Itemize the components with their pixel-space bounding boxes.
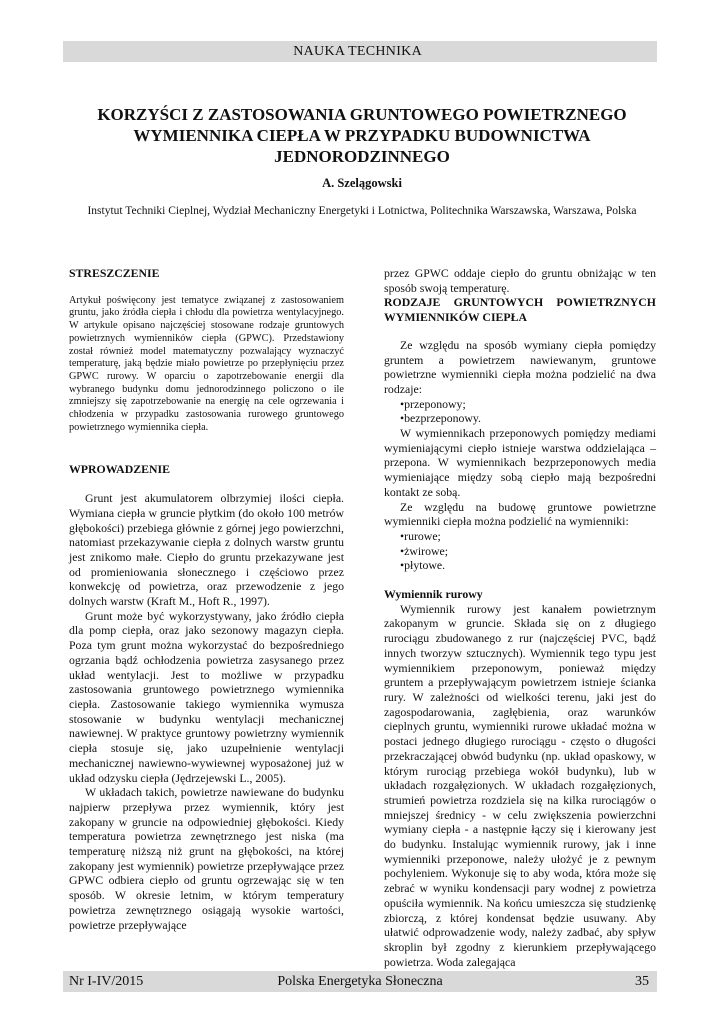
paragraph: Ze względu na sposób wymiany ciepła pomiędzy gruntem a powietrzem nawiewanym, gruntowe powietrzne wymienniki ciepła można podzielić na dwa rodzaje:: [384, 337, 656, 396]
list-item: • przeponowy;: [400, 397, 656, 412]
running-footer: [63, 971, 657, 992]
list-item: • płytowe.: [400, 558, 656, 573]
paragraph: W układach takich, powietrze nawiewane do budynku najpierw przepływa przez wymiennik, który jest zakopany w gruncie na odpowiedniej głębokości. Kiedy temperatura powietrza zewnętrznego jest niska (ma temperaturę niższą niż grunt na głębokości, na której zakopany jest wymiennik) powietrze przepływające przez GPWC odbiera ciepło od gruntu ogrzewając się w ten sposób. W okresie letnim, w którym temperatury powietrza zewnętrznego osiągają wysokie wartości, powietrze przepływające: [69, 785, 344, 932]
abstract-heading: STRESZCZENIE: [69, 266, 160, 280]
journal-section: NAUKA TECHNIKA: [293, 44, 422, 59]
paragraph: Grunt może być wykorzystywany, jako źródło ciepła dla pomp ciepła, oraz jako sezonowy magazyn ciepła. Poza tym grunt można wykorzystać do bezpośredniego ogrzania bądź ochłodzenia powietrza zasysanego przez układ wentylacji. Jest to możliwe w przypadku zastosowania gruntowego powietrznego wymiennika ciepła. Zastosowanie takiego wymiennika wymusza stosowanie w budynku wentylacji mechanicznej nawiewnej. W praktyce gruntowy powietrzny wymiennik ciepła stosuje się, jako uzupełnienie wentylacji mechanicznej nawiewno-wywiewnej wyposażonej już w układ odzysku ciepła (Jędrzejewski L., 2005).: [69, 608, 344, 785]
types-heading: RODZAJE GRUNTOWYCH POWIETRZNYCH WYMIENNIKÓW CIEPŁA: [384, 295, 656, 325]
article-title: [63, 104, 661, 167]
paragraph: W wymiennikach przeponowych pomiędzy mediami wymieniającymi ciepło istnieje warstwa oddzielająca – przepona. W wymiennikach bezprzeponowych media wymieniające między sobą ciepło mają bezpośredni kontakt ze sobą.: [384, 426, 656, 499]
list-item: • bezprzeponowy.: [400, 411, 656, 426]
exchange-types-list: [384, 397, 656, 426]
paragraph: Wymiennik rurowy jest kanałem powietrznym zakopanym w gruncie. Składa się on z długiego rurociągu zbudowanego z rur (najczęściej PVC, bądź innych tworzyw sztucznych). Wymiennik tego typu jest wymiennikiem przeponowym, ponieważ między gruntem a przepływającym powietrzem istnieje ścianka rury. W zależności od wielkości terenu, jaki jest do zagospodarowania, zagłębienia, oraz warunków cieplnych gruntu, wymienniki rurowe układać można w postaci jednego długiego rurociągu - często o długości przekraczającej obwód budynku (np. układ opaskowy, w którym rurociąg przebiega wokół budynku), lub w układach rozgałęzionych. W układach rozgałęzionych, strumień powietrza rozdziela się na kilka rurociągów o mniejszej średnicy - w celu zwiększenia powierzchni wymiany ciepła - a następnie łączy się i kierowany jest do budynku. Instalując wymiennik rurowy, jak i inne wymienniki przeponowe, należy ułożyć je z pewnym pochyleniem. Wykonuje się to aby woda, która może się zebrać w wyniku kondensacji pary wodnej z powietrza opuściła wymiennik. Na końcu umieszcza się studzienkę zbiorczą, z której kondensat będzie usuwany. Aby ułatwić odprowadzenie wody, należy zadbać, aby spływ skroplin był zgodny z kierunkiem przepływającego powietrza. Woda zalegająca: [384, 601, 656, 969]
affiliation: Instytut Techniki Cieplnej, Wydział Mechaniczny Energetyki i Lotnictwa, Politechnika Warszawska, Warszawa, Polska: [87, 205, 637, 217]
tube-heading: Wymiennik rurowy: [384, 587, 483, 602]
right-column: [384, 266, 656, 969]
construction-types-list: [384, 529, 656, 573]
author: A. Szelągowski: [322, 176, 402, 190]
running-header: [63, 41, 657, 62]
title-line: KORZYŚCI Z ZASTOSOWANIA GRUNTOWEGO POWIETRZNEGO: [97, 105, 627, 124]
title-line: WYMIENNIKA CIEPŁA W PRZYPADKU BUDOWNICTWA: [133, 126, 591, 145]
paragraph: Grunt jest akumulatorem olbrzymiej ilości ciepła. Wymiana ciepła w gruncie płytkim (do około 100 metrów głębokości) przebiega głównie z górnej jego powierzchni, natomiast przekazywanie ciepła z dolnych warstw gruntu jest znikomo małe. Ciepło do gruntu przekazywane jest od promieniowania słonecznego i częściowo przez konwekcję od powietrza, oraz przewodzenie z jego dolnych warstw (Kraft M., Hoft R., 1997).: [69, 491, 344, 609]
left-column: [69, 266, 344, 932]
list-item: • rurowe;: [400, 529, 656, 544]
intro-heading: WPROWADZENIE: [69, 462, 170, 477]
abstract-text: Artykuł poświęcony jest tematyce związanej z zastosowaniem gruntu, jako źródła ciepła i chłodu dla powietrza wentylacyjnego. W artykule opisano najczęściej stosowane rodzaje gruntowych powietrznych wymienników ciepła (GPWC). Przedstawiony został również model matematyczny pozwalający wyznaczyć temperaturę, jaką będzie miało powietrze po przepłynięciu przez GPWC rurowy. W oparciu o zapotrzebowanie energii dla wybranego budynku domu jednorodzinnego policzono o ile zmniejszy się zapotrzebowanie na energię na cele ogrzewania i chłodzenia w przypadku zastosowania rurowego gruntowego powietrznego wymiennika ciepła.: [69, 294, 344, 433]
list-item: • żwirowe;: [400, 544, 656, 559]
paragraph: Ze względu na budowę gruntowe powietrzne wymienniki ciepła można podzielić na wymienniki:: [384, 499, 656, 529]
page-number: 35: [635, 974, 649, 989]
title-line: JEDNORODZINNEGO: [274, 147, 450, 166]
paragraph: przez GPWC oddaje ciepło do gruntu obniżając w ten sposób swoją temperaturę.: [384, 266, 656, 295]
journal-name: Polska Energetyka Słoneczna: [277, 974, 443, 989]
issue-number: Nr I-IV/2015: [69, 974, 144, 989]
